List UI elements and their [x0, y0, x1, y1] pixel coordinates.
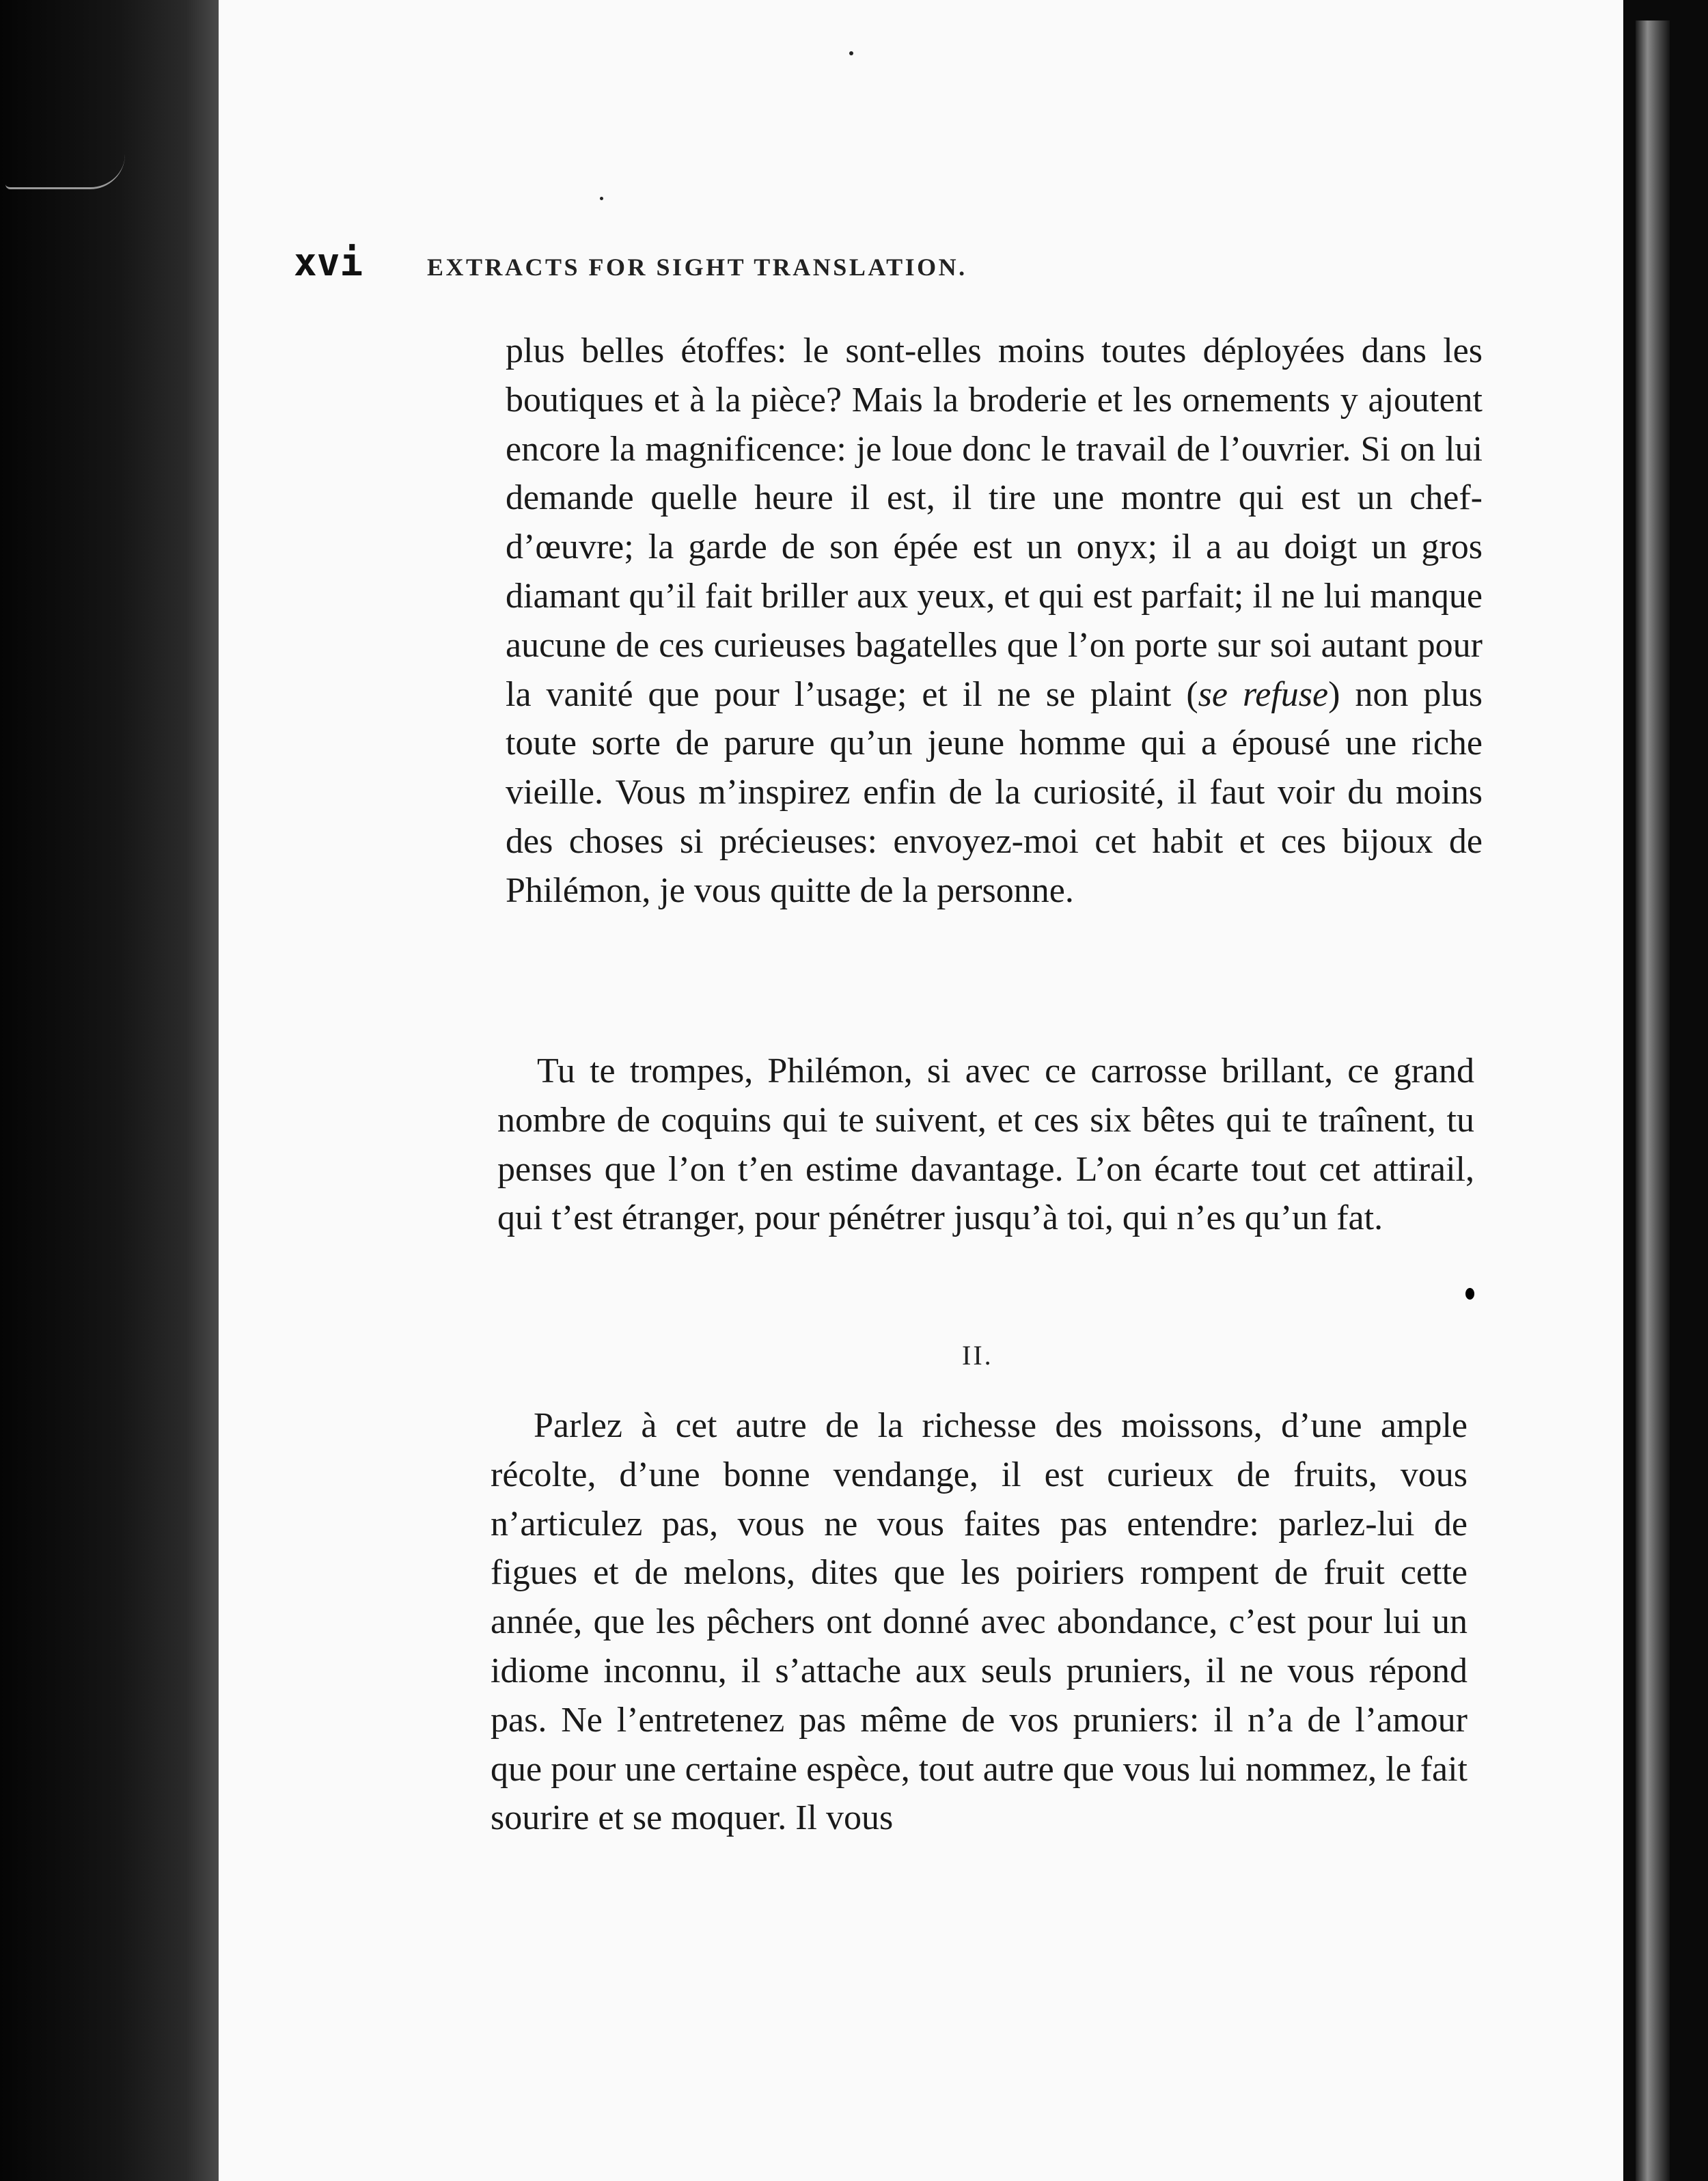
paragraph: [491, 1401, 1468, 1843]
paragraph-text: Tu te trompes, Philémon, si avec ce carrosse brillant, ce grand nombre de coquins qui te suivent, et ces six bêtes qui te traînent, tu penses que l’on t’en estime davantage. L’on écarte tout cet attirail, qui t’est étranger, pour pénétrer jusqu’à toi, qui n’es qu’un fat.: [497, 1052, 1474, 1238]
paragraph-text: Parlez à cet autre de la richesse des moissons, d’une ample récolte, d’une bonne vendange, il est curieux de fruits, vous n’articulez pas, vous ne vous faites pas entendre: parlez-lui de figues et de melons, dites que les poiriers rompent de fruit cette année, que les pêchers ont donné avec abondance, c’est pour lui un idiome inconnu, il s’attache aux seuls pruniers, il ne vous répond pas. Ne l’entretenez pas même de vos pruniers: il n’a de l’amour que pour une certaine espèce, tout autre que vous lui nommez, le fait sourire et se moquer. Il vous: [491, 1406, 1468, 1838]
page-header: [294, 241, 1353, 288]
paragraph-text-end: non plus toute sorte de parure qu’un jeune homme qui a épousé une riche vieille. Vous m’inspirez enfin de la curiosité, il faut voir du moins des choses si précieuses: envoyez-moi cet habit et ces bijoux de Philémon, je vous quitte de la personne.: [506, 674, 1483, 910]
book-fore-edge: [1623, 0, 1708, 2181]
ink-spot: [1465, 1288, 1474, 1300]
speck: [849, 51, 853, 55]
paragraph: [506, 327, 1483, 916]
gloss-close: ): [1328, 674, 1355, 714]
book-binding-edge: [0, 0, 219, 2181]
page-number: xvi: [294, 241, 363, 285]
adjacent-page-strip: [1636, 20, 1670, 2181]
binding-mark: [5, 154, 125, 189]
paragraph: [497, 1047, 1474, 1243]
gloss-open: (: [1171, 674, 1198, 714]
speck: [600, 197, 603, 200]
running-title: EXTRACTS FOR SIGHT TRANSLATION.: [427, 253, 967, 281]
paragraph-text: plus belles étoffes: le sont-elles moins toutes déployées dans les boutiques et à la pièce? Mais la broderie et les ornements y ajoutent encore la magnificence: je loue donc le travail de l’ouvrier. Si on lui demande quelle heure il est, il tire une montre qui est un chef-d’œuvre; la garde de son épée est un onyx; il a au doigt un gros diamant qu’il fait briller aux yeux, et qui est parfait; il ne lui manque aucune de ces curieuses bagatelles que l’on porte sur soi autant pour la vanité que pour l’usage; et il ne se plaint: [506, 331, 1483, 714]
section-heading: II.: [962, 1340, 993, 1371]
italic-gloss: se refuse: [1198, 674, 1329, 714]
